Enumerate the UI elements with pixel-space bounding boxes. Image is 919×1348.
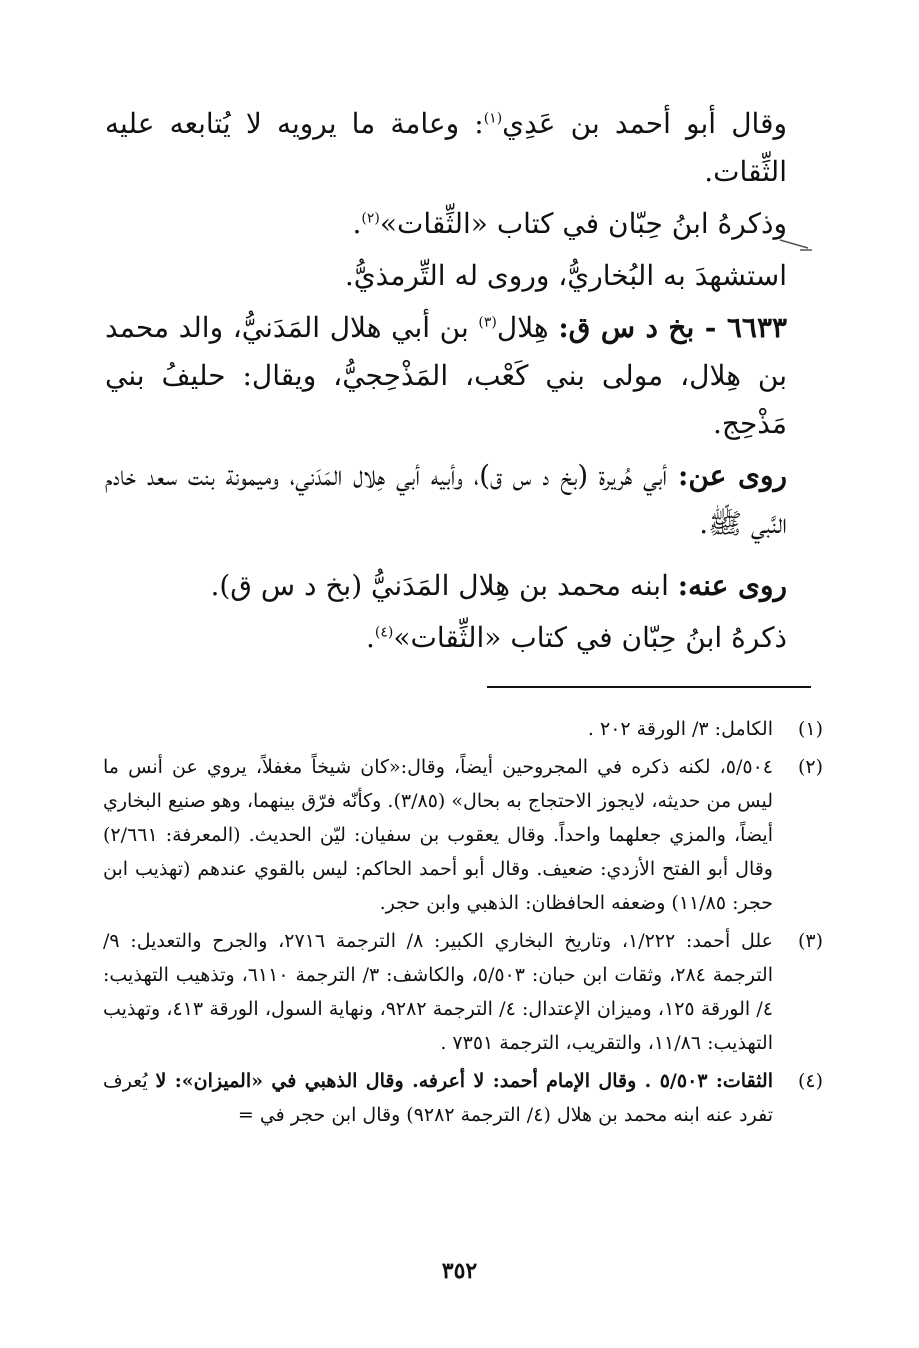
footnote-text: علل أحمد: ١/٢٢٢، وتاريخ البخاري الكبير: ٨/ الترجمة ٢٧١٦، والجرح والتعديل: ٩/ الترجمة ٢٨٤، وثقات ابن حبان: ٥/٥٠٣، والكاشف: ٣/ الترجمة ٦١١٠، وتذهيب التهذيب: ٤/ الورقة ١٢٥، وميزان الإعتدال: ٤/ الترجمة ٩٢٨٢، ونهاية السول، الورقة ٤١٣، وتهذيب التهذيب: ١١/٨٦، والتقريب، الترجمة ٧٣٥١ .: [103, 930, 774, 1054]
main-text: [105, 100, 823, 666]
footnote-number: (٢): [797, 756, 823, 778]
entry-number: ٦٦٣٣ - بخ د س ق:: [558, 311, 788, 344]
entry-name: هِلال: [496, 311, 549, 344]
footnote-text: الثقات: ٥/٥٠٣ . وقال الإمام أحمد: لا أعرفه. وقال الذهبي في «الميزان»: لا يُعرف تفرد عنه ابنه محمد بن هلال (٤/ الترجمة ٩٢٨٢) وقال ابن حجر في =: [103, 1070, 774, 1126]
footnote-number: (٣): [797, 930, 823, 952]
footnote-ref-2[interactable]: (٢): [361, 210, 380, 227]
footnote-4: [103, 1064, 823, 1132]
paragraph-ibn-hibban-2: ذكرهُ ابنُ حِبّان في كتاب «الثِّقات»$^{(٤)}$.: [365, 621, 787, 654]
paragraph-narrated-by: روى عنه: ابنه محمد بن هِلال المَدَنيُّ (بخ د س ق).: [210, 569, 787, 602]
paragraph-ibn-hibban: وذكرهُ ابنُ حِبّان في كتاب «الثِّقات»$^{(٢)}$.: [352, 207, 787, 240]
narrated-by-label: روى عنه:: [677, 569, 787, 602]
footnote-number: (٤): [797, 1070, 823, 1092]
narrated-from-label: روى عن:: [677, 459, 787, 492]
paragraph-bukhari: استشهدَ به البُخاريُّ، وروى له التِّرمذيُّ.: [344, 259, 787, 292]
footnote-text: الكامل: ٣/ الورقة ٢٠٢ .: [587, 718, 773, 740]
paragraph-ibn-adi: وقال أبو أحمد بن عَدِي$^{(١)}$: وعامة ما يرويه لا يُتابعه عليه الثِّقات.: [105, 107, 787, 188]
footnote-ref-1[interactable]: (١): [483, 110, 503, 127]
entry-6633: ٦٦٣٣ - بخ د س ق: هِلال$^{(٣)}$ بن أبي هلال المَدَنيُّ، والد محمد بن هِلال، مولى بني كَعْب، المَذْحِجيُّ، ويقال: حليفُ بني مَذْحِج.: [105, 311, 788, 440]
paragraph-narrated-from: روى عن: أبي هُريرة (بخ د س ق)، وأبيه أبي هِلال المَدَني، وميمونة بنت سعد خادم النَّبي ﷺ.: [105, 459, 787, 540]
footnote-number: (١): [797, 718, 823, 740]
footnote-ref-4[interactable]: (٤): [374, 624, 394, 641]
page-number: ٣٥٢: [441, 1258, 478, 1284]
footnote-1: [103, 712, 823, 746]
footnote-2: [103, 750, 823, 920]
footnote-ref-3[interactable]: (٣): [478, 314, 497, 331]
footnote-3: [103, 924, 823, 1060]
footnote-text: ٥/٥٠٤، لكنه ذكره في المجروحين أيضاً، وقال:«كان شيخاً مغفلاً، يروي عن أنس ما ليس من حديثه، لايجوز الاحتجاج به بحال» (٣/٨٥). وكأنّه فرّق بينهما، وهو صنيع البخاري أيضاً، والمزي جعلهما واحداً. وقال يعقوب بن سفيان: ليّن الحديث. (المعرفة: ٢/٦٦١) وقال أبو الفتح الأزدي: ضعيف. وقال أبو أحمد الحاكم: ليس بالقوي عندهم (تهذيب ابن حجر: ١١/٨٥) وضعفه الحافظان: الذهبي وابن حجر.: [103, 756, 774, 914]
footnotes: [103, 712, 823, 1136]
footnote-separator: [487, 686, 811, 688]
